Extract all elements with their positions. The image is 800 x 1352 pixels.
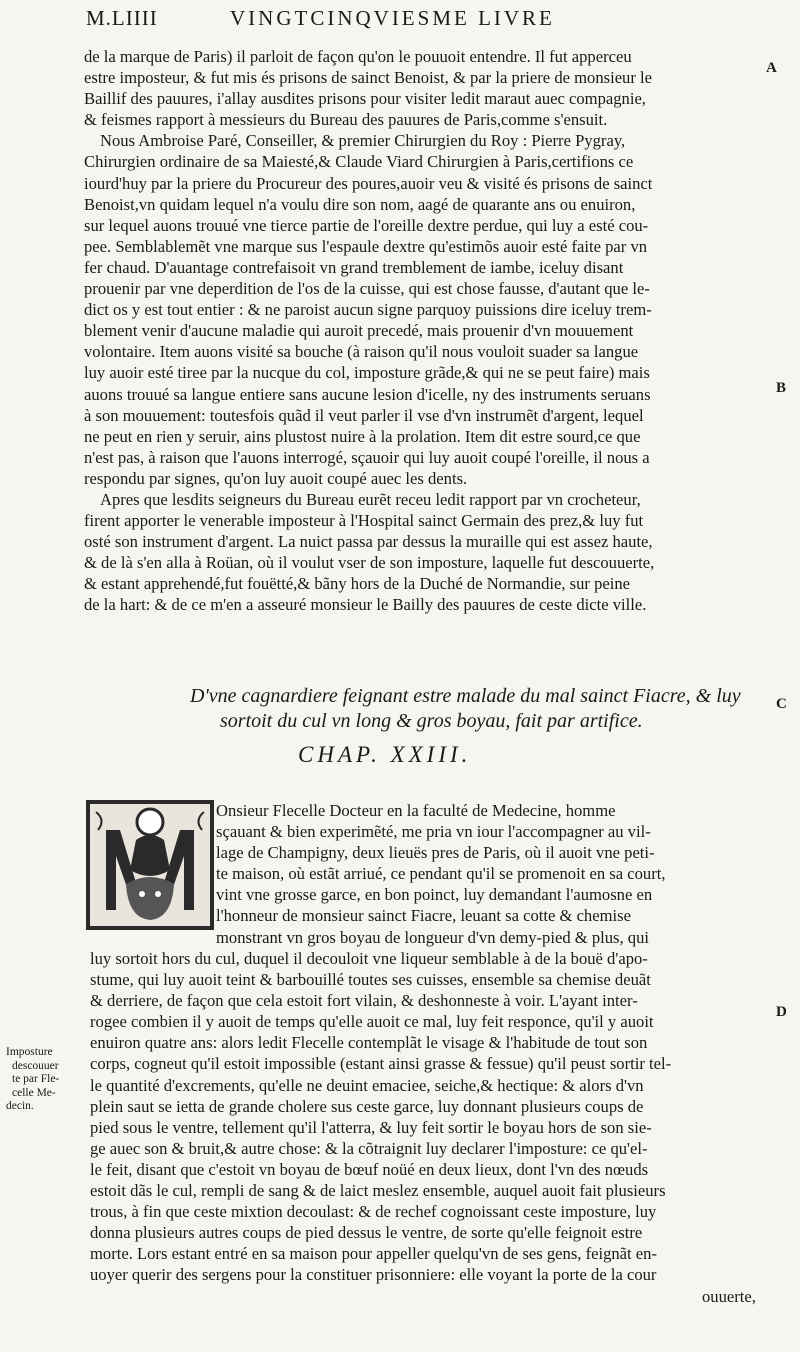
text-line: & derriere, de façon que cela estoit fort vilain, & deshonneste à voir. L'ayant inter- [90,991,638,1011]
text-line: sur lequel auons trouué vne tierce partie de l'oreille dextre perdue, qui luy a esté cou- [84,215,649,235]
text-line: luy sortoit hors du cul, duquel il decouloit vne liqueur semblable à de la bouë d'apo- [90,949,648,968]
text-line: estre imposteur, & fut mis és prisons de sainct Benoist, & par la priere de monsieur le [84,68,653,88]
text-line: Baillif des pauures, i'allay ausdites prisons pour visiter ledit maraut auec compagnie, [84,89,646,109]
text-line: estoit dãs le cul, rempli de sang & de laict meslez ensemble, auquel auoit fait plusieurs [90,1181,666,1201]
text-block-1 [84,46,766,616]
chapter-title-line: D'vne cagnardiere feignant estre malade du mal sainct Fiacre, & luy [190,685,741,707]
margin-note-line: decin. [6,1100,34,1112]
text-line: vint vne grosse garce, en bon poinct, luy demandant l'aumosne en [216,885,653,905]
text-line: Nous Ambroise Paré, Conseiller, & premier Chirurgien du Roy : Pierre Pygray, [100,131,626,151]
initial-illustration [86,800,214,930]
text-line: iourd'huy par la priere du Procureur des poures,auoir veu & visité és prisons de sainct [84,173,653,193]
margin-note-line: te par Fle- [12,1073,60,1085]
text-line: dict os y est tout entier : & ne paroist aucun signe parquoy puissions dire iceluy trem- [84,300,652,320]
running-header [60,6,760,36]
text-line: de la marque de Paris) il parloit de façon qu'on le pouuoit entendre. Il fut apperceu [84,47,632,66]
text-line: rogee combien il y auoit de temps qu'elle auoit ce mal, luy feit responce, qu'il y auoit [90,1012,654,1032]
text-line: le quantité d'excrements, qu'elle ne deuint emaciee, seiche,& hectique: & alors d'vn [90,1075,644,1095]
text-block-2 [90,948,770,1307]
margin-letter-a: A [766,60,777,76]
margin-letter-c: C [776,696,787,712]
text-line: ge auec son & bruit,& autre chose: & la cõtraignit luy declarer l'imposture: ce qu'el- [90,1138,648,1158]
chapter-title [190,684,750,734]
text-line: lage de Champigny, deux lieuës pres de Paris, où il auoit vne peti- [216,843,655,863]
text-line: pee. Semblablemẽt vne marque sus l'espaule dextre qu'estimõs auoir esté faite par vn [84,236,648,256]
text-line: à son mouuement: toutesfois quãd il veut parler il vse d'vn instrumẽt d'argent, lequel [84,405,644,425]
text-line: osté son instrument d'argent. La nuict passa par dessus la muraille qui est assez haute, [84,532,653,552]
text-line: ne peut en rien y seruir, ains plustost nuire à la prolation. Item dit estre sourd,ce que [84,426,641,446]
text-line: luy auoir esté tiree par la nucque du col, imposture grãde,& qui ne se peut faire) mais [84,363,650,383]
margin-note-line: Imposture [6,1046,53,1058]
margin-letter-d: D [776,1004,787,1020]
margin-note-line: descouuer [12,1059,59,1072]
text-line: firent apporter le venerable imposteur à l'Hospital sainct Germain des prez,& luy fut [84,511,644,531]
text-line: blement venir d'aucune maladie qui auroit precedé, mais prouenir d'vn mouuement [84,321,634,341]
text-line: prouenir par vne deperdition de l'os de la cuisse, qui est chose fausse, d'autant que le- [84,279,650,299]
chapter-number: CHAP. XXIII. [298,742,472,767]
text-line: trous, à fin que ceste mixtion decoulast: & de rechef cognoissant ceste imposture, luy [90,1202,657,1222]
text-line: morte. Lors estant entré en sa maison pour appeller quelqu'vn de ses gens, feignãt en- [90,1244,657,1264]
text-line: & estant apprehendé,fut fouëtté,& bãny hors de la Duché de Normandie, sur peine [84,574,631,594]
text-line: monstrant vn gros boyau de longueur d'vn demy-pied & plus, qui [216,927,649,947]
text-line: n'est pas, à raison que l'auons interrogé, sçauoir qui luy auoit coupé l'oreille, il nous a [84,447,650,467]
text-line: corps, cogneut qu'il estoit impossible (estant ainsi grasse & fessue) qu'il peust sortir tel- [90,1054,672,1074]
text-line: & de là s'en alla à Roüan, où il voulut vser de son imposture, laquelle fut descouuerte, [84,553,655,573]
text-line: donna plusieurs autres coups de pied dessus le ventre, de sorte qu'elle feignoit estre [90,1223,643,1243]
margin-letter-b: B [776,380,787,396]
text-line: Apres que lesdits seigneurs du Bureau eurẽt receu ledit rapport par vn crocheteur, [100,489,641,509]
text-line: & feismes rapport à messieurs du Bureau des pauures de Paris,comme s'ensuit. [84,110,608,130]
text-line: sçauant & bien experimẽté, me pria vn iour l'accompagner au vil- [216,822,651,842]
text-block-2-head [216,800,768,948]
text-line: respondu par signes, qu'on luy auoit coupé auec les dents. [84,468,468,488]
text-line: Benoist,vn quidam lequel n'a voulu dire son nom, aagé de quarante ans ou enuiron, [84,194,636,214]
text-line: te maison, où estãt arriué, ce pendant qu'il se promenoit en sa court, [216,864,666,884]
folio-number: M.LIIII [86,6,158,30]
text-line: auons trouué sa langue entiere sans aucune lesion d'icelle, ny des instruments seruans [84,384,651,404]
text-line: uoyer querir des sergens pour la constituer prisonniere: elle voyant la porte de la cour [90,1265,657,1285]
text-line: stume, qui luy auoit teint & barbouillé toutes ses cuisses, ensemble sa chemise deuãt [90,970,651,990]
margin-note [6,1046,92,1114]
text-line: l'honneur de monsieur sainct Fiacre, leuant sa cotte & chemise [216,906,631,926]
chapter-title-line: sortoit du cul vn long & gros boyau, fait par artifice. [220,710,643,732]
text-line: fer chaud. D'auantage contrefaisoit vn grand tremblement de iambe, iceluy disant [84,257,624,277]
running-title: VINGTCINQVIESME LIVRE [230,6,555,30]
text-line: pied sous le ventre, tellement qu'il l'atterra, & luy feit sortir le boyau hors de son sie- [90,1117,652,1137]
text-line: Chirurgien ordinaire de sa Maiesté,& Claude Viard Chirurgien à Paris,certifions ce [84,152,634,172]
text-line: le feit, disant que c'estoit vn boyau de bœuf noüé en deux lieux, dont l'vn des nœuds [90,1159,649,1179]
text-line: plein saut se ietta de grande cholere sus ceste garce, luy donnant plusieurs coups de [90,1096,644,1116]
text-line: de la hart: & de ce m'en a asseuré monsieur le Bailly des pauures de ceste dicte ville. [84,595,647,615]
text-line: enuiron quatre ans: alors ledit Flecelle contemplãt le visage & l'habitude de tout son [90,1033,648,1053]
margin-note-line: celle Me- [12,1086,56,1099]
decorated-initial-m [86,800,214,930]
text-line: ouuerte, [702,1286,756,1306]
text-line: Onsieur Flecelle Docteur en la faculté de Medecine, homme [216,801,616,820]
text-line: volontaire. Item auons visité sa bouche (à raison qu'il nous vouloit suader sa langue [84,342,639,362]
